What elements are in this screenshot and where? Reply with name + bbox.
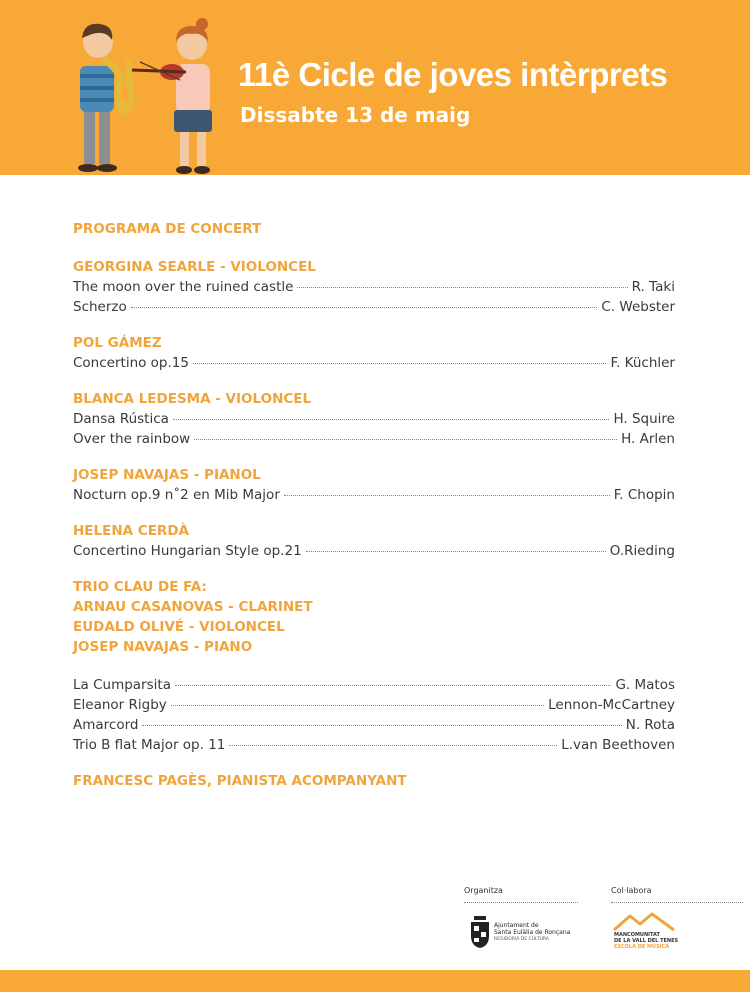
collaborator-name (614, 932, 678, 950)
piece-composer: H. Squire (613, 411, 675, 427)
divider (464, 902, 578, 903)
collaborator-line: DE LA VALL DEL TENES (614, 938, 679, 944)
trio-member: JOSEP NAVAJAS - PIANO (73, 639, 253, 655)
piece-composer: F. Küchler (610, 355, 675, 371)
piece-composer: R. Taki (631, 279, 675, 295)
organizer-dept: REGIDORIA DE CULTURA (494, 937, 549, 942)
piece-title: Eleanor Rigby (73, 697, 167, 713)
dot-leader (297, 287, 627, 288)
performer-name: HELENA CERDÀ (73, 523, 189, 539)
performer-section (73, 521, 675, 561)
piece-composer: N. Rota (625, 717, 675, 733)
performer-section (73, 333, 675, 373)
piece-title: The moon over the ruined castle (73, 279, 294, 295)
performer-name: POL GÁMEZ (73, 335, 162, 351)
collaborator-school: ESCOLA DE MÚSICA (614, 944, 670, 950)
piece-row (73, 715, 675, 735)
dot-leader (131, 307, 598, 308)
piece-title: Concertino op.15 (73, 355, 189, 371)
organizer-line: Ajuntament de (494, 922, 539, 929)
event-title: 11è Cicle de joves intèrprets (238, 56, 668, 93)
piece-composer: H. Arlen (621, 431, 675, 447)
musician-kids-icon (62, 14, 232, 176)
piece-row (73, 353, 675, 373)
piece-composer: O.Rieding (609, 543, 675, 559)
piece-composer: F. Chopin (613, 487, 675, 503)
trio-name: TRIO CLAU DE FA: (73, 579, 207, 595)
organizer-label: Organitza (464, 886, 503, 895)
piece-composer: Lennon-McCartney (548, 697, 675, 713)
piece-row (73, 277, 675, 297)
piece-row (73, 541, 675, 561)
piece-title: Dansa Rústica (73, 411, 169, 427)
collaborator-label: Col·labora (611, 886, 652, 895)
organizer-line: Santa Eulàlia de Ronçana (494, 929, 571, 936)
dot-leader (194, 439, 617, 440)
piece-composer: L.van Beethoven (561, 737, 675, 753)
piece-composer: C. Webster (601, 299, 675, 315)
performer-name: GEORGINA SEARLE - VIOLONCEL (73, 259, 316, 275)
piece-row (73, 297, 675, 317)
mountain-logo-icon (612, 912, 676, 932)
performer-name: JOSEP NAVAJAS - PIANOL (73, 467, 261, 483)
performer-section (73, 257, 675, 317)
piece-row (73, 485, 675, 505)
piece-row (73, 695, 675, 715)
piece-title: Nocturn op.9 n˚2 en Mib Major (73, 487, 280, 503)
piece-title: Scherzo (73, 299, 127, 315)
organizer-name (494, 922, 570, 943)
performer-name: BLANCA LEDESMA - VIOLONCEL (73, 391, 312, 407)
dot-leader (142, 725, 621, 726)
performer-section (73, 465, 675, 505)
dot-leader (175, 685, 611, 686)
dot-leader (193, 363, 607, 364)
piece-row (73, 675, 675, 695)
divider (611, 902, 743, 903)
piece-title: Trio B flat Major op. 11 (73, 737, 226, 753)
piece-title: Concertino Hungarian Style op.21 (73, 543, 302, 559)
program-content (73, 219, 675, 791)
piece-title: La Cumparsita (73, 677, 171, 693)
event-date: Dissabte 13 de maig (240, 103, 471, 127)
dot-leader (284, 495, 610, 496)
header-banner (0, 0, 750, 175)
dot-leader (171, 705, 544, 706)
piece-row (73, 735, 675, 755)
piece-title: Over the rainbow (73, 431, 191, 447)
dot-leader (306, 551, 606, 552)
collaborator-line: MANCOMUNITAT (614, 932, 660, 938)
piece-composer: G. Matos (615, 677, 675, 693)
piece-row (73, 409, 675, 429)
program-title: PROGRAMA DE CONCERT (73, 221, 262, 237)
accompanist: FRANCESC PAGÈS, PIANISTA ACOMPANYANT (73, 773, 407, 789)
piece-row (73, 429, 675, 449)
trio-member: ARNAU CASANOVAS - CLARINET (73, 599, 313, 615)
footer-bar (0, 970, 750, 992)
dot-leader (173, 419, 610, 420)
piece-title: Amarcord (73, 717, 139, 733)
dot-leader (229, 745, 557, 746)
performer-section (73, 389, 675, 449)
trio-section (73, 577, 675, 755)
trio-member: EUDALD OLIVÉ - VIOLONCEL (73, 619, 285, 635)
